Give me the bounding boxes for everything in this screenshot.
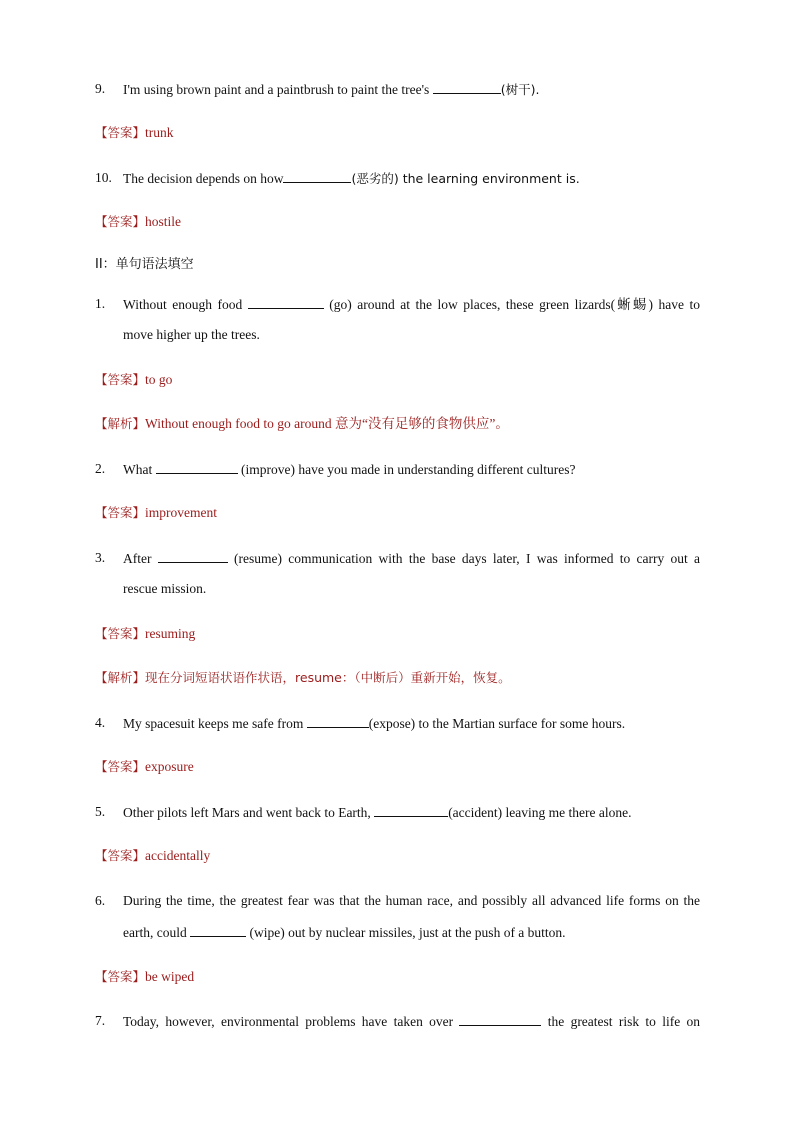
explanation-3 <box>95 670 511 686</box>
question-text-continued: (expose) to the Martian surface for some hours. <box>368 716 626 731</box>
answer-4 <box>95 759 194 775</box>
answer-blank[interactable] <box>248 296 324 309</box>
question-number: 7. <box>95 1013 106 1028</box>
answer-1 <box>95 372 172 388</box>
question-text-line-2: move higher up the trees. <box>123 327 260 342</box>
explanation-text: Without enough food to go around 意为“没有足够的食物供应”。 <box>145 416 509 431</box>
question-text-line-2: rescue mission. <box>123 581 207 596</box>
question-number: 1. <box>95 296 106 311</box>
answer-5 <box>95 848 210 864</box>
answer-tag: 【答案】 <box>95 125 146 140</box>
question-text-continued: the greatest risk to life on <box>547 1014 701 1029</box>
question-text: The decision depends on how <box>123 171 284 186</box>
explanation-tag: 【解析】 <box>95 670 146 685</box>
answer-text: be wiped <box>145 969 195 984</box>
answer-blank[interactable] <box>374 804 448 817</box>
answer-10 <box>95 214 181 230</box>
answer-text: accidentally <box>145 848 211 863</box>
question-hint: (恶劣的) the learning environment is. <box>351 171 580 186</box>
question-text: Other pilots left Mars and went back to Earth, <box>123 805 371 820</box>
question-text-line-2: earth, could <box>123 925 187 940</box>
answer-blank[interactable] <box>190 924 246 937</box>
explanation-1 <box>95 416 509 432</box>
answer-text: hostile <box>145 214 182 229</box>
answer-9 <box>95 125 174 141</box>
question-text-continued: (resume) communication with the base days later, I was informed to carry out a <box>234 551 701 566</box>
question-number: 5. <box>95 804 106 819</box>
answer-text: trunk <box>145 125 174 140</box>
answer-tag: 【答案】 <box>95 969 146 984</box>
answer-blank[interactable] <box>283 170 351 183</box>
answer-tag: 【答案】 <box>95 626 146 641</box>
question-text-continued: (wipe) out by nuclear missiles, just at the push of a button. <box>249 925 566 940</box>
question-text: During the time, the greatest fear was that the human race, and possibly all advanced life forms on the <box>123 893 700 908</box>
answer-tag: 【答案】 <box>95 372 146 387</box>
answer-blank[interactable] <box>156 461 238 474</box>
answer-blank[interactable] <box>307 715 369 728</box>
question-text: After <box>123 551 152 566</box>
answer-tag: 【答案】 <box>95 759 146 774</box>
question-text: Today, however, environmental problems have taken over <box>123 1014 454 1029</box>
question-number: 3. <box>95 550 106 565</box>
question-number: 6. <box>95 893 106 908</box>
explanation-text: 现在分词短语状语作状语，resume：（中断后）重新开始，恢复。 <box>145 670 511 685</box>
question-number: 9. <box>95 81 106 96</box>
answer-tag: 【答案】 <box>95 214 146 229</box>
answer-blank[interactable] <box>433 81 501 94</box>
question-text-continued: (accident) leaving me there alone. <box>448 805 632 820</box>
explanation-tag: 【解析】 <box>95 416 146 431</box>
answer-blank[interactable] <box>158 550 228 563</box>
answer-6 <box>95 969 194 985</box>
question-hint: (树干). <box>500 82 540 97</box>
answer-text: resuming <box>145 626 196 641</box>
question-number: 2. <box>95 461 106 476</box>
question-text: My spacesuit keeps me safe from <box>123 716 304 731</box>
answer-text: to go <box>145 372 173 387</box>
section-heading: II：单句语法填空 <box>95 257 194 272</box>
answer-3 <box>95 626 195 642</box>
question-text-continued: (go) around at the low places, these green lizards(蜥蜴) have to <box>329 297 701 312</box>
answer-tag: 【答案】 <box>95 848 146 863</box>
answer-blank[interactable] <box>459 1013 541 1026</box>
question-number: 4. <box>95 715 106 730</box>
question-text: I'm using brown paint and a paintbrush to paint the tree's <box>123 82 430 97</box>
question-text: What <box>123 462 153 477</box>
answer-2 <box>95 505 217 521</box>
answer-tag: 【答案】 <box>95 505 146 520</box>
question-text-continued: (improve) have you made in understanding different cultures? <box>241 462 576 477</box>
answer-text: exposure <box>145 759 194 774</box>
answer-text: improvement <box>145 505 217 520</box>
question-text: Without enough food <box>123 297 243 312</box>
question-number: 10. <box>95 170 112 185</box>
